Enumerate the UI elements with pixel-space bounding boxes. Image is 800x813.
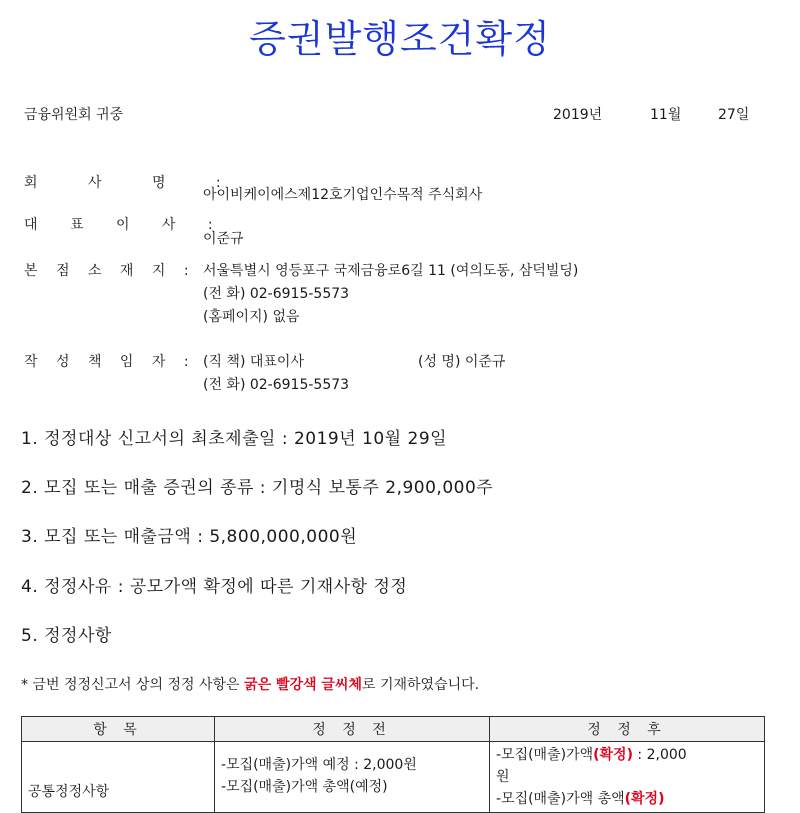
after-line-2: 원: [496, 769, 510, 785]
row-before: [215, 742, 490, 813]
homepage: (홈페이지) 없음: [203, 309, 300, 325]
item-3: 3. 모집 또는 매출금액 : 5,800,000,000원: [21, 527, 358, 547]
headquarters-label: 본 점 소 재 지 :: [24, 263, 189, 279]
header-item: 항 목: [22, 717, 215, 742]
before-line-1: -모집(매출)가액 예정 : 2,000원: [221, 757, 417, 773]
item-5: 5. 정정사항: [21, 626, 112, 646]
phone: (전 화) 02-6915-5573: [203, 286, 350, 302]
address: 서울특별시 영등포구 국제금융로6길 11 (여의도동, 삼덕빌딩): [203, 263, 579, 279]
date-year: 2019년: [553, 107, 603, 123]
ceo-name: 이준규: [203, 231, 244, 247]
document-title: 증권발행조건확정: [249, 17, 551, 61]
table-header-row: [22, 717, 765, 742]
table-row: [22, 742, 765, 813]
after-line-3-prefix: -모집(매출)가액 총액: [496, 791, 625, 807]
note-prefix: * 금번 정정신고서 상의 정정 사항은: [21, 677, 245, 693]
row-after: [490, 742, 765, 813]
note-highlight: 굵은 빨강색 글씨체: [244, 677, 362, 693]
author-name: (성 명) 이준규: [418, 354, 506, 370]
ceo-label: 대 표 이 사 :: [24, 217, 213, 233]
after-line-1: [496, 744, 758, 766]
author-phone: (전 화) 02-6915-5573: [203, 377, 350, 393]
after-line-1-prefix: -모집(매출)가액: [496, 747, 594, 763]
company-name-label: 회 사 명 :: [24, 175, 221, 191]
after-line-3: [496, 788, 758, 810]
author-label: 작 성 책 임 자 :: [24, 354, 189, 370]
item-1: 1. 정정대상 신고서의 최초제출일 : 2019년 10월 29일: [21, 429, 448, 449]
date-month: 11월: [650, 107, 682, 123]
note-suffix: 로 기재하였습니다.: [362, 677, 480, 693]
company-name: 아이비케이에스제12호기업인수목적 주식회사: [203, 187, 483, 203]
after-line-1-highlight: (확정): [593, 747, 633, 763]
after-line-3-highlight: (확정): [624, 791, 665, 807]
author-title: (직 책) 대표이사: [203, 354, 304, 370]
item-2: 2. 모집 또는 매출 증권의 종류 : 기명식 보통주 2,900,000주: [21, 478, 494, 498]
amendment-table: [21, 716, 765, 813]
item-4: 4. 정정사유 : 공모가액 확정에 따른 기재사항 정정: [21, 577, 408, 597]
after-line-1-suffix: : 2,000: [632, 747, 687, 763]
recipient: 금융위원회 귀중: [24, 107, 124, 123]
before-line-2: -모집(매출)가액 총액(예정): [221, 779, 388, 795]
header-after: 정 정 후: [490, 717, 765, 742]
row-item: 공통정정사항: [22, 742, 215, 813]
date-day: 27일: [718, 107, 750, 123]
header-before: 정 정 전: [215, 717, 490, 742]
amendment-note: [21, 674, 479, 694]
